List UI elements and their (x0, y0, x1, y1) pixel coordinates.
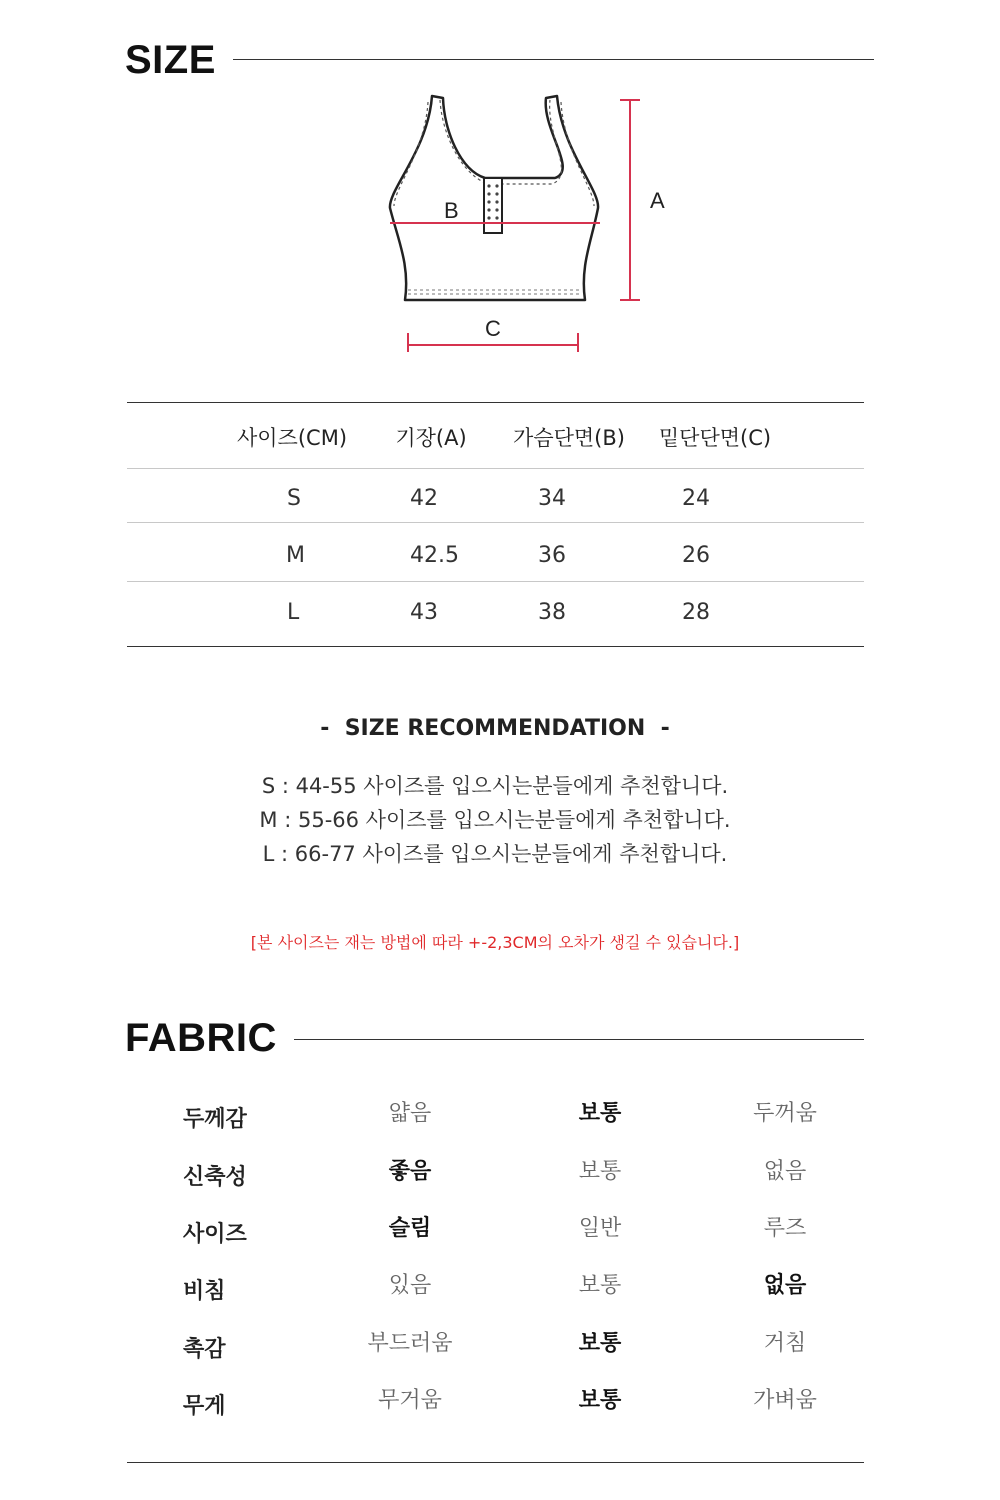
table-top-rule (127, 402, 864, 403)
fabric-option-selected: 좋음 (388, 1159, 432, 1184)
fabric-option: 보통 (578, 1159, 622, 1184)
table-cell-hem-l: 28 (682, 600, 710, 625)
fabric-option: 무거움 (378, 1388, 442, 1413)
measurement-error-note: [본 사이즈는 재는 방법에 따라 +-2,3CM의 오차가 생길 수 있습니다.] (250, 933, 740, 952)
diagram-label-a: A (650, 188, 665, 213)
fabric-row-label: 사이즈 (183, 1222, 247, 1247)
fabric-option: 얇음 (388, 1101, 432, 1126)
fabric-option-selected: 보통 (578, 1101, 622, 1126)
size-recommendation-title: - SIZE RECOMMENDATION - (320, 716, 670, 741)
fabric-option-selected: 보통 (578, 1331, 622, 1356)
fabric-option: 루즈 (763, 1216, 807, 1241)
size-section-title: SIZE (125, 38, 216, 82)
fabric-option: 일반 (578, 1216, 622, 1241)
fabric-option-selected: 슬림 (388, 1216, 432, 1241)
fabric-option: 보통 (578, 1273, 622, 1298)
fabric-option: 가벼움 (753, 1388, 817, 1413)
table-cell-size-l: L (287, 600, 300, 625)
table-bottom-rule (127, 646, 864, 647)
recommendation-line-l: L : 66-77 사이즈를 입으시는분들에게 추천합니다. (262, 842, 728, 866)
fabric-option: 있음 (388, 1273, 432, 1298)
table-header-size: 사이즈(CM) (236, 426, 348, 450)
fabric-option: 거침 (763, 1331, 807, 1356)
fabric-row-label: 비침 (183, 1279, 226, 1304)
table-row-divider (127, 581, 864, 582)
table-cell-size-s: S (287, 486, 301, 511)
fabric-option: 없음 (763, 1159, 807, 1184)
table-cell-length-l: 43 (410, 600, 438, 625)
garment-size-diagram (370, 90, 690, 360)
recommendation-line-m: M : 55-66 사이즈를 입으시는분들에게 추천합니다. (259, 808, 731, 832)
table-cell-hem-m: 26 (682, 543, 710, 568)
diagram-label-c: C (485, 316, 501, 341)
recommendation-line-s: S : 44-55 사이즈를 입으시는분들에게 추천합니다. (261, 774, 729, 798)
fabric-row-label: 촉감 (183, 1337, 226, 1362)
fabric-row-label: 무게 (183, 1394, 226, 1419)
table-cell-size-m: M (286, 543, 305, 568)
table-header-chest: 가슴단면(B) (513, 426, 625, 450)
table-cell-chest-l: 38 (538, 600, 566, 625)
table-header-length: 기장(A) (395, 426, 467, 450)
fabric-option: 부드러움 (367, 1331, 453, 1356)
fabric-row-label: 두께감 (183, 1107, 247, 1132)
table-cell-hem-s: 24 (682, 486, 710, 511)
table-cell-length-s: 42 (410, 486, 438, 511)
table-header-divider (127, 468, 864, 469)
table-header-hem: 밑단단면(C) (658, 426, 772, 450)
fabric-section-title: FABRIC (125, 1016, 277, 1060)
table-row-divider (127, 522, 864, 523)
size-title-rule (233, 59, 874, 60)
fabric-bottom-rule (127, 1462, 864, 1463)
fabric-option: 두꺼움 (753, 1101, 817, 1126)
table-cell-chest-m: 36 (538, 543, 566, 568)
fabric-option-selected: 보통 (578, 1388, 622, 1413)
table-cell-length-m: 42.5 (410, 543, 459, 568)
diagram-label-b: B (444, 198, 459, 223)
fabric-title-rule (294, 1039, 864, 1040)
fabric-option-selected: 없음 (763, 1273, 807, 1298)
table-cell-chest-s: 34 (538, 486, 566, 511)
fabric-row-label: 신축성 (183, 1165, 247, 1190)
